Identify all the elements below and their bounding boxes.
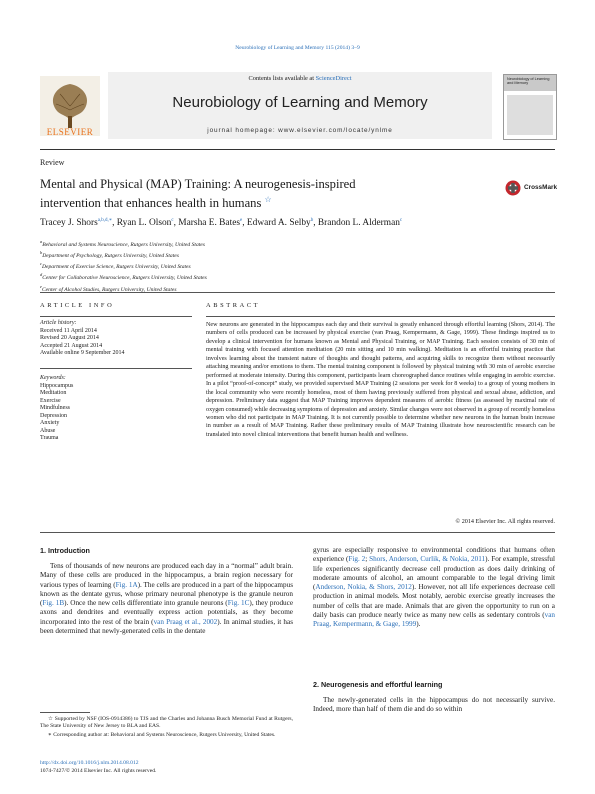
citation-link[interactable]: Anderson, Nokia, & Shors, 2012 bbox=[315, 583, 412, 592]
affiliation: $^d$Center for Collaborative Neuroscience, Rutgers University, United States bbox=[40, 272, 207, 282]
author[interactable]: Edward A. Selby$^b$, bbox=[246, 217, 318, 228]
keyword: Exercise bbox=[40, 397, 61, 404]
title-line-1: Mental and Physical (MAP) Training: A neurogenesis-inspired bbox=[40, 177, 356, 191]
section-2-paragraph: The newly-generated cells in the hippocampus do not necessarily survive. Indeed, more than half of them die and do so within bbox=[313, 696, 555, 714]
keyword: Depression bbox=[40, 412, 67, 419]
affiliations-rule bbox=[40, 292, 555, 293]
title-star-note[interactable]: ☆ bbox=[264, 195, 272, 204]
history-received: Received 11 April 2014 bbox=[40, 327, 97, 334]
citation-link[interactable]: Shors, Anderson, Curlik, & Nokia, 2011 bbox=[369, 555, 486, 564]
funding-footnote: ☆ Supported by NSF (IOS-0914386) to TJS and the Charles and Johanna Busch Memorial Fund at Rutgers, The State University of New Jersey to BLA and EAS. bbox=[40, 716, 293, 730]
article-title bbox=[40, 176, 480, 211]
article-info-rule bbox=[40, 316, 192, 317]
keyword: Mindfulness bbox=[40, 405, 70, 411]
section-2-heading: 2. Neurogenesis and effortful learning bbox=[313, 680, 443, 689]
journal-banner bbox=[108, 72, 492, 139]
sciencedirect-link[interactable]: ScienceDirect bbox=[315, 75, 352, 82]
footnote-rule bbox=[40, 712, 90, 713]
author[interactable]: Marsha E. Bates$^e$, bbox=[178, 217, 247, 228]
author[interactable]: Ryan L. Olson$^c$, bbox=[116, 217, 179, 228]
crossmark-icon bbox=[505, 180, 521, 196]
publisher-logo bbox=[40, 76, 100, 136]
keyword: Abuse bbox=[40, 427, 56, 434]
journal-title: Neurobiology of Learning and Memory bbox=[172, 94, 428, 111]
abstract-bottom-rule bbox=[40, 532, 555, 533]
affiliation: $^a$Behavioral and Systems Neuroscience, Rutgers University, United States bbox=[40, 239, 205, 248]
article-info-heading: ARTICLE INFO bbox=[40, 302, 115, 309]
history-revised: Revised 20 August 2014 bbox=[40, 335, 99, 341]
history-accepted: Accepted 21 August 2014 bbox=[40, 342, 103, 349]
affiliation: $^e$Center of Alcohol Studies, Rutgers University, United States bbox=[40, 283, 177, 293]
author-list bbox=[40, 218, 555, 228]
journal-cover-thumbnail bbox=[503, 74, 557, 140]
elsevier-logo-text: ELSEVIER bbox=[46, 127, 94, 137]
history-rule bbox=[40, 368, 192, 369]
fig-1b-link[interactable]: Fig. 1B bbox=[42, 599, 65, 608]
abstract-rule bbox=[206, 316, 555, 317]
intro-paragraph: Tens of thousands of new neurons are produced each day in a “normal” adult brain. Many of these cells are produced in the hippocampus, a brain region necessary for various types of learning (Fig. 1A). The cells are produced in a part of the hippocampus known as the dentate gyrus, whose primary neuronal phenotype is the granule neuron (Fig. 1B). Once the new cells differentiate into granule neurons (Fig. 1C), they produce axons and dendrites and eventually express action potentials, as they become incorporated into the rest of the brain (van Praag et al., 2002). In animal studies, it has been determined that newly-generated cells in the dentate bbox=[40, 562, 294, 636]
journal-homepage[interactable]: journal homepage: www.elsevier.com/locate/ynlme bbox=[207, 127, 393, 134]
section-1-heading: 1. Introduction bbox=[40, 546, 90, 555]
keyword: Hippocampus bbox=[40, 382, 74, 389]
affiliations bbox=[40, 238, 555, 294]
author[interactable]: Tracey J. Shors$^{a,b,d,∗}$, bbox=[40, 217, 117, 228]
keyword: Trauma bbox=[40, 435, 59, 441]
citation-link[interactable]: van Praag et al., 2002 bbox=[153, 617, 218, 626]
crossmark-label: CrossMark bbox=[524, 184, 558, 191]
citation-link[interactable]: van Praag, Kempermann, & Gage, 1999 bbox=[313, 611, 555, 629]
affiliation: $^c$Department of Exercise Science, Rutgers University, United States bbox=[40, 261, 191, 271]
crossmark-badge[interactable] bbox=[505, 179, 561, 199]
right-column-paragraph: gyrus are especially responsive to environmental conditions that humans often experience (Fig. 2; Shors, Anderson, Curlik, & Nokia, 2011). For example, stressful life experiences significantly decrease cell production as does daily drinking of moderate amounts of alcohol, an amount comparable to the legal driving limit (Anderson, Nokia, & Shors, 2012). However, not all life experiences decrease cell production in animal models. Most notably, aerobic exercise greatly increases the number of cells that are made. Animals that are given the opportunity to run on a daily basis can produce nearly twice as many new cells as sedentary controls (van Praag, Kempermann, & Gage, 1999). bbox=[313, 546, 555, 629]
cover-title: Neurobiology of Learning and Memory bbox=[507, 77, 550, 86]
issn-copyright: 1074-7427/© 2014 Elsevier Inc. All rights reserved. bbox=[40, 768, 157, 774]
history-label: Article history: bbox=[40, 320, 77, 326]
contents-line: Contents lists available at ScienceDirect bbox=[248, 75, 352, 82]
keywords-label: Keywords: bbox=[40, 375, 66, 381]
history-online: Available online 9 September 2014 bbox=[40, 350, 125, 356]
affiliation: $^b$Department of Psychology, Rutgers University, United States bbox=[40, 250, 179, 260]
corresponding-author-footnote: ∗ Corresponding author at: Behavioral and Systems Neuroscience, Rutgers University, United States. bbox=[48, 732, 276, 738]
fig-2-link[interactable]: Fig. 2 bbox=[348, 555, 366, 564]
fig-1c-link[interactable]: Fig. 1C bbox=[227, 599, 250, 608]
abstract-text: New neurons are generated in the hippocampus each day and their survival is greatly enhanced through effortful learning (Shors, 2014). The numbers of cells produced can be increased by physical exercise (van Praag, Kempermann, & Gage, 1999). These findings inspired us to develop a clinical intervention for humans known as Mental and Physical Training, or MAP Training. Each session consists of 30 min of mental training with focused attention meditation (20 min sitting and 10 min walking). Meditation is an effortful training practice that involves learning about the transient nature of thoughts and thought patterns, and acquiring skills to recognize them without necessarily attaching meaning and/or emotions to them. The mental training component is followed by physical training with 30 min of aerobic exercise performed at moderate intensity. During this component, participants learn choreographed dance routines while engaging in aerobic exercise. In a pilot “proof-of-concept” study, we provided supervised MAP Training (2 sessions per week for 8 weeks) to a group of young mothers in the local community who were recently homeless, most of them having previously suffered from physical and sexual abuse, addiction, and depression. Preliminary data suggest that MAP Training improves dependent measures of aerobic fitness (as assessed by maximal rate of oxygen consumed) while decreasing symptoms of depression and anxiety. Similar changes were not observed in a group of recently homeless women who did not participate in MAP Training. It is not currently possible to determine whether new neurons in the human brain increase in number as a result of MAP Training. Rather these preliminary results of MAP Training illustrate how neuroscientific research can be translated into novel clinical interventions that benefit human health and wellness. bbox=[206, 322, 555, 438]
author[interactable]: Brandon L. Alderman$^c$ bbox=[317, 217, 403, 228]
keyword: Meditation bbox=[40, 390, 67, 396]
abstract-heading: ABSTRACT bbox=[206, 302, 261, 309]
article-history bbox=[40, 320, 195, 358]
keywords bbox=[40, 375, 195, 443]
header-rule bbox=[40, 149, 555, 150]
title-line-2: intervention that enhances health in humans bbox=[40, 196, 262, 211]
abstract-copyright: © 2014 Elsevier Inc. All rights reserved. bbox=[455, 519, 555, 525]
fig-1a-link[interactable]: Fig. 1A bbox=[115, 580, 138, 589]
keyword: Anxiety bbox=[40, 420, 60, 426]
article-type: Review bbox=[40, 158, 65, 167]
journal-reference[interactable]: Neurobiology of Learning and Memory 115 (2014) 3–9 bbox=[235, 45, 360, 51]
doi-link[interactable]: http://dx.doi.org/10.1016/j.nlm.2014.08.012 bbox=[40, 760, 139, 766]
